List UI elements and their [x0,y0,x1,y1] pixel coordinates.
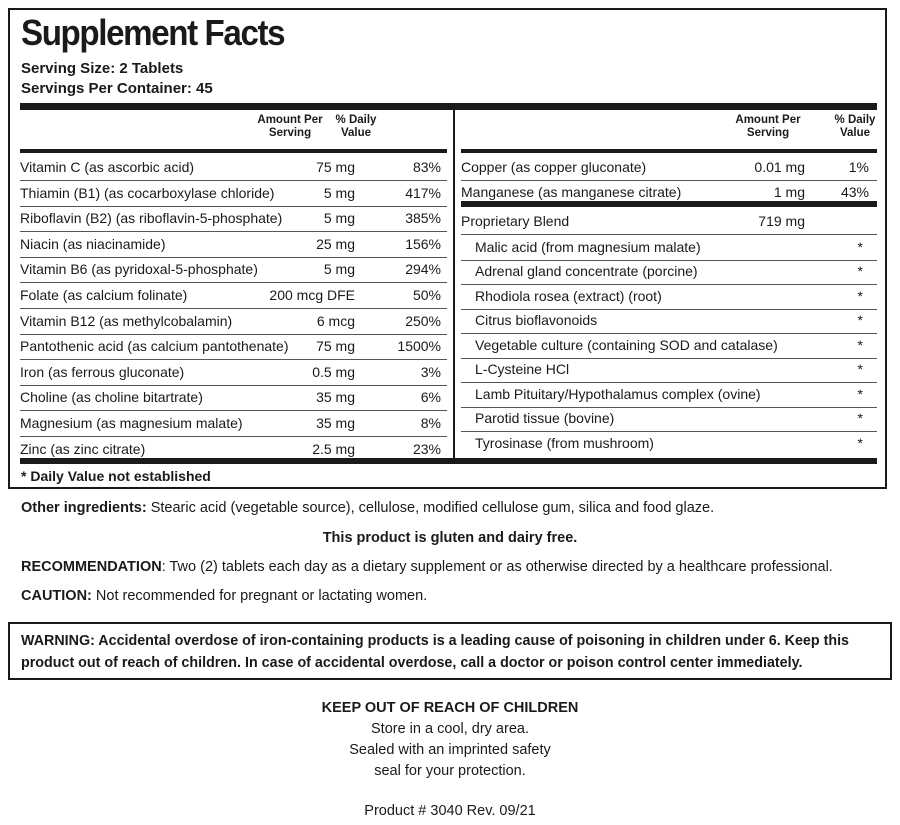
storage-line-1: Store in a cool, dry area. [371,721,529,737]
serving-size: Serving Size: 2 Tablets [21,60,184,77]
table-row [461,259,877,285]
table-row [20,181,447,207]
right-column-bar [461,149,877,153]
nutrient-daily-value: 156% [405,235,441,252]
nutrient-name: Iron (as ferrous gluconate) [20,363,185,380]
nutrient-name: Vitamin C (as ascorbic acid) [20,159,195,175]
caution: CAUTION: Not recommended for pregnant or lactating women. [21,588,428,604]
nutrient-amount: 35 mg [316,415,355,431]
nutrient-daily-value: 8% [420,415,441,431]
table-row [461,382,877,408]
column-divider [453,106,455,458]
nutrient-amount: 25 mg [316,235,355,252]
nutrient-amount: 5 mg [323,210,355,227]
gluten-free-note: This product is gluten and dairy free. [322,530,578,546]
left-column-bar [20,149,447,153]
blend-ingredient-name: Adrenal gland concentrate (porcine) [475,263,698,279]
nutrient-daily-value: 23% [412,440,441,457]
nutrient-amount: 5 mg [323,261,355,278]
blend-separator-bar [461,201,877,207]
blend-ingredient-name: L-Cysteine HCl [475,361,570,377]
table-row [461,284,877,310]
table-row [461,209,877,235]
supplement-facts-panel [8,8,887,489]
nutrient-name: Choline (as choline bitartrate) [20,389,203,406]
blend-ingredient-daily-value: * [857,361,863,377]
table-row [461,235,877,261]
table-row [20,385,447,411]
nutrient-daily-value: 1% [848,159,869,175]
nutrient-daily-value: 50% [412,287,441,303]
table-row [20,283,447,309]
nutrient-amount: 0.01 mg [754,159,805,175]
nutrient-daily-value: 417% [405,184,441,201]
storage-line-2: Sealed with an imprinted safety [349,742,551,758]
table-row [461,357,877,383]
blend-ingredient-name: Parotid tissue (bovine) [475,410,615,426]
daily-value-footnote: * Daily Value not established [21,468,211,484]
table-row [20,309,447,335]
nutrient-daily-value: 1500% [397,338,441,355]
blend-ingredient-name: Vegetable culture (containing SOD and catalase) [475,336,778,353]
nutrient-amount: 200 mcg DFE [269,287,355,303]
nutrient-daily-value: 3% [420,363,441,380]
nutrient-name: Thiamin (B1) (as cocarboxylase chloride) [20,184,275,201]
table-row [461,308,877,334]
servings-per-container: Servings Per Container: 45 [21,80,213,97]
table-row [20,257,447,283]
iron-warning-box: WARNING: Accidental overdose of iron-containing products is a leading cause of poisoning in children under 6. Keep this product out of reach of children. In case of accidental overdose, call a doctor or poison control center immediately. [8,622,892,680]
nutrient-name: Vitamin B12 (as methylcobalamin) [20,312,233,329]
table-row [461,333,877,359]
nutrient-name: Riboflavin (B2) (as riboflavin-5-phosphate) [20,210,283,227]
nutrient-amount: 75 mg [316,159,355,175]
other-ingredients: Other ingredients: Stearic acid (vegetable source), cellulose, modified cellulose gum, silica and food glaze. [21,500,715,516]
product-number: Product # 3040 Rev. 09/21 [364,803,536,819]
blend-amount: 719 mg [758,213,805,229]
blend-ingredient-daily-value: * [857,410,863,426]
left-amount-header: Amount Per Serving [257,114,323,139]
table-row [461,431,877,456]
nutrient-daily-value: 294% [405,261,441,278]
header-bar [20,103,877,110]
nutrient-daily-value: 43% [840,184,869,200]
blend-ingredient-name: Malic acid (from magnesium malate) [475,238,701,255]
nutrient-name: Manganese (as manganese citrate) [461,184,682,200]
recommendation: RECOMMENDATION: Two (2) tablets each day as a dietary supplement or as otherwise directed by a healthcare professional. [21,559,833,575]
blend-name: Proprietary Blend [461,213,570,229]
blend-ingredient-daily-value: * [857,263,863,279]
nutrient-daily-value: 250% [405,312,441,329]
table-row [461,155,877,181]
nutrient-amount: 75 mg [316,338,355,355]
blend-ingredient-name: Tyrosinase (from mushroom) [475,434,654,451]
right-amount-header: Amount Per Serving [735,114,801,139]
blend-ingredient-daily-value: * [857,434,863,451]
blend-ingredient-daily-value: * [857,385,863,402]
nutrient-daily-value: 385% [405,210,441,227]
table-row [20,360,447,386]
nutrient-daily-value: 6% [420,389,441,406]
nutrient-amount: 2.5 mg [312,440,355,457]
table-row [461,406,877,432]
nutrient-name: Copper (as copper gluconate) [461,159,647,175]
panel-title: Supplement Facts [21,12,285,53]
blend-ingredient-name: Citrus bioflavonoids [475,312,598,328]
blend-ingredient-name: Lamb Pituitary/Hypothalamus complex (ovine) [475,385,761,402]
table-row [20,334,447,360]
right-dv-header: % Daily Value [834,114,876,139]
nutrient-name: Niacin (as niacinamide) [20,235,166,252]
storage-line-3: seal for your protection. [374,763,526,779]
nutrient-name: Vitamin B6 (as pyridoxal-5-phosphate) [20,261,258,278]
nutrient-name: Magnesium (as magnesium malate) [20,415,243,431]
blend-ingredient-name: Rhodiola rosea (extract) (root) [475,287,662,304]
nutrient-amount: 6 mcg [316,312,355,329]
nutrient-name: Folate (as calcium folinate) [20,287,188,303]
nutrient-name: Zinc (as zinc citrate) [20,440,146,457]
nutrient-amount: 35 mg [316,389,355,406]
nutrient-name: Pantothenic acid (as calcium pantothenate) [20,338,289,355]
nutrient-daily-value: 83% [412,159,441,175]
nutrient-amount: 1 mg [773,184,805,200]
blend-ingredient-daily-value: * [857,336,863,353]
table-row [20,206,447,232]
blend-ingredient-daily-value: * [857,238,863,255]
table-row [20,232,447,258]
table-row [20,155,447,181]
bottom-bar [20,458,877,464]
keep-out-heading: KEEP OUT OF REACH OF CHILDREN [321,700,579,716]
left-dv-header: % Daily Value [335,114,377,139]
blend-ingredient-daily-value: * [857,287,863,304]
nutrient-amount: 0.5 mg [312,363,355,380]
nutrient-amount: 5 mg [323,184,355,201]
table-row [20,411,447,437]
blend-ingredient-daily-value: * [857,312,863,328]
